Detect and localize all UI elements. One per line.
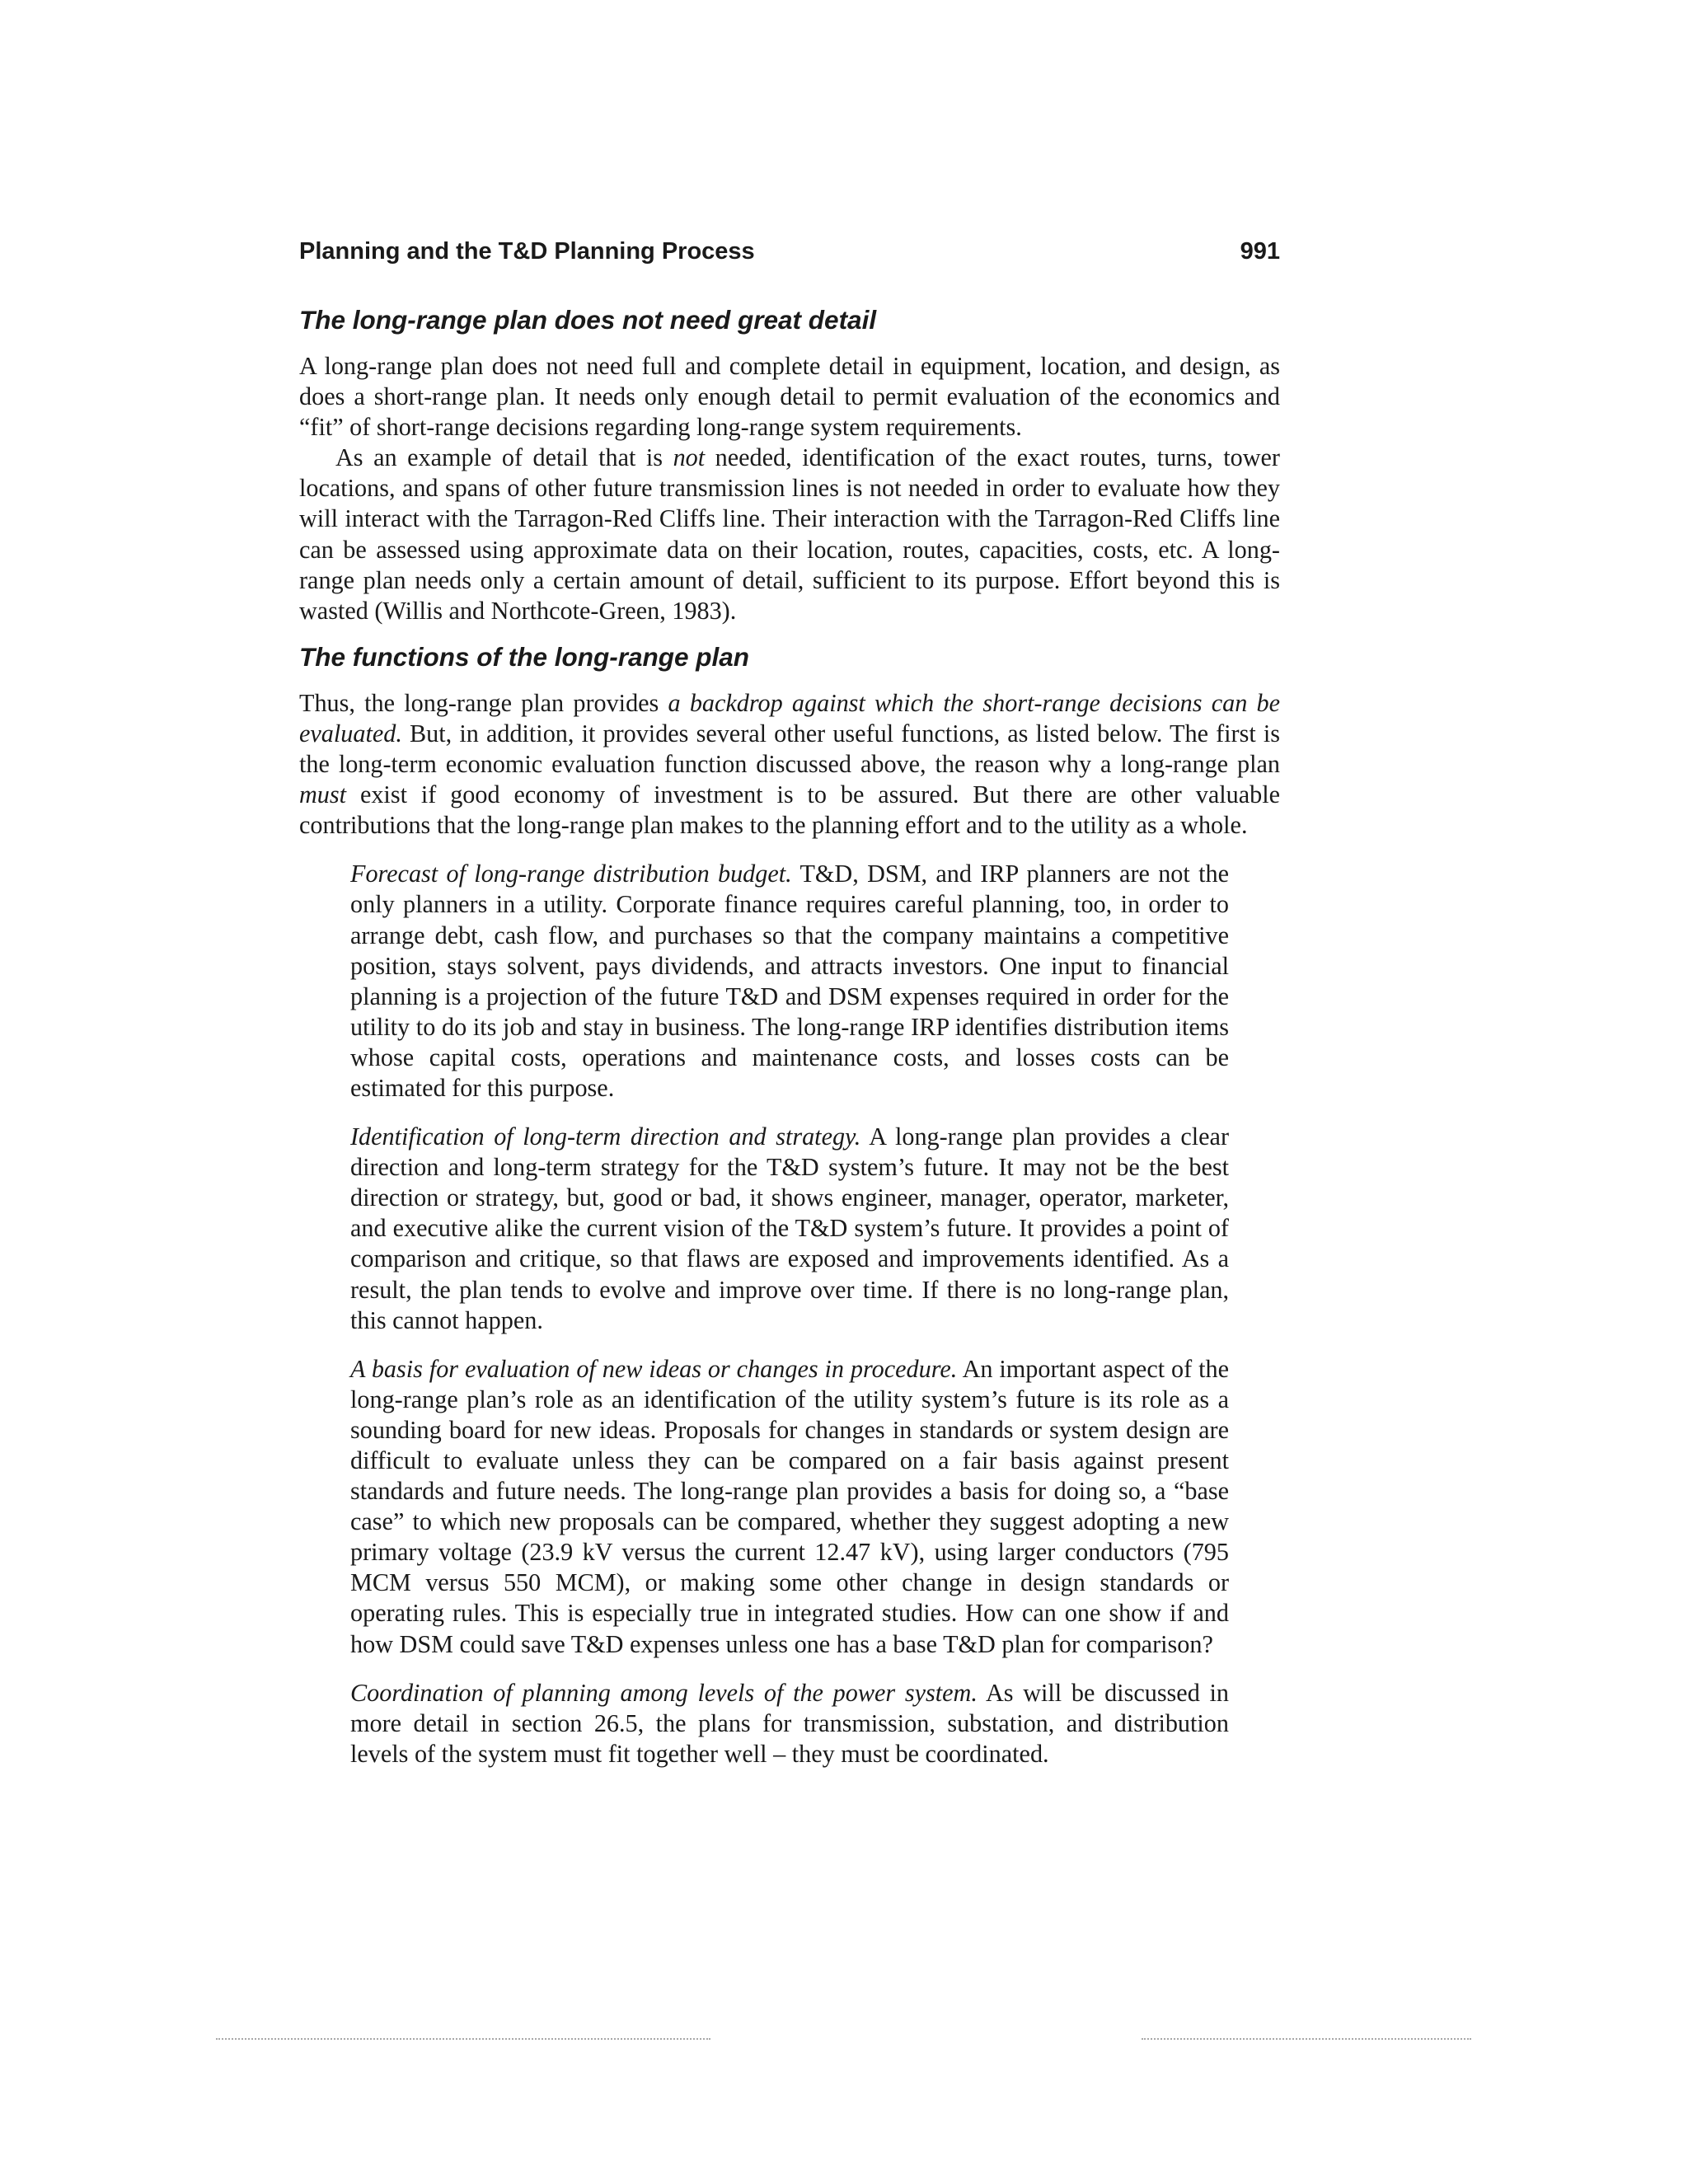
scan-artifact-line	[1142, 2038, 1471, 2040]
paragraph-functions-intro	[299, 688, 1280, 841]
section-heading-functions: The functions of the long-range plan	[299, 641, 749, 672]
function-item-text: As will be discussed in more detail in section 26.5, the plans for transmission, substation, and distribution levels of the system must fit together well – they must be coordinated.	[350, 1678, 1229, 1768]
paragraph-example-text: As an example of detail that is	[335, 443, 673, 472]
paragraph-intro-text: exist if good economy of investment is to be assured. But there are other valuable contributions that the long-range plan makes to the planning effort and to the utility as a whole.	[299, 780, 1280, 840]
page-number: 991	[1240, 238, 1280, 265]
function-item-coordination	[350, 1678, 1229, 1769]
function-item-text: A long-range plan provides a clear direction and long-term strategy for the T&D system’s future. It may not be the best direction or strategy, but, good or bad, it shows engineer, manager, operator, marketer, and executive alike the current vision of the T&D system’s future. It provides a point of comparison and critique, so that flaws are exposed and improvements identified. As a result, the plan tends to evolve and improve over time. If there is no long-range plan, this cannot happen.	[350, 1122, 1229, 1334]
paragraph-detail: A long-range plan does not need full and complete detail in equipment, location, and design, as does a short-range plan. It needs only enough detail to permit evaluation of the economics and “fit” of short-range decisions regarding long-range system requirements.	[299, 352, 1280, 442]
page-header	[299, 234, 1280, 275]
function-item-new-ideas	[350, 1354, 1229, 1660]
paragraph-intro-text: But, in addition, it provides several other useful functions, as listed below. The first is the long-term economic evaluation function discussed above, the reason why a long-range plan	[299, 719, 1280, 779]
function-item-strategy	[350, 1122, 1229, 1336]
function-item-text: T&D, DSM, and IRP planners are not the only planners in a utility. Corporate finance requires careful planning, too, in order to arrange debt, cash flow, and purchases so that the company maintains a competitive position, stays solvent, pays dividends, and attracts investors. One input to financial planning is a projection of the future T&D and DSM expenses required in order for the utility to do its job and stay in business. The long-range IRP identifies distribution items whose capital costs, operations and maintenance costs, and losses costs can be estimated for this purpose.	[350, 860, 1229, 1102]
paragraph-example	[299, 443, 1280, 626]
paragraph-intro-text: Thus, the long-range plan provides	[299, 688, 668, 717]
function-item-title: Identification of long-term direction and strategy.	[350, 1122, 861, 1151]
paragraph-example-text: needed, identification of the exact routes, turns, tower locations, and spans of other future transmission lines is not needed in order to evaluate how they will interact with the Tarragon-Red Cliffs line. Their interaction with the Tarragon-Red Cliffs line can be assessed using approximate data on their location, routes, capacities, costs, etc. A long-range plan needs only a certain amount of detail, sufficient to its purpose. Effort beyond this is wasted (Willis and Northcote-Green, 1983).	[299, 443, 1280, 625]
function-item-budget	[350, 859, 1229, 1104]
function-item-text: An important aspect of the long-range plan’s role as an identification of the utility system’s future is its role as a sounding board for new ideas. Proposals for changes in standards or system design are difficult to evaluate unless they can be compared on a fair basis against present standards and future needs. The long-range plan provides a basis for doing so, a “base case” to which new proposals can be compared, whether they suggest adopting a new primary voltage (23.9 kV versus the current 12.47 kV), using larger conductors (795 MCM versus 550 MCM), or making some other change in design standards or operating rules. This is especially true in integrated studies. How can one show if and how DSM could save T&D expenses unless one has a base T&D plan for comparison?	[350, 1354, 1229, 1658]
paragraph-intro-emphasis: a backdrop against which the short-range decisions can be evaluated.	[299, 688, 1280, 748]
scan-artifact-line	[216, 2038, 710, 2040]
function-item-title: Coordination of planning among levels of the power system.	[350, 1678, 978, 1707]
running-head: Planning and the T&D Planning Process	[299, 238, 755, 265]
body-text	[299, 302, 1280, 1788]
paragraph-intro-emphasis: must	[299, 780, 347, 809]
section-heading-detail: The long-range plan does not need great detail	[299, 305, 877, 335]
function-item-title: Forecast of long-range distribution budget.	[350, 860, 792, 888]
function-item-title: A basis for evaluation of new ideas or changes in procedure.	[350, 1354, 958, 1383]
paragraph-example-emphasis: not	[673, 443, 706, 472]
